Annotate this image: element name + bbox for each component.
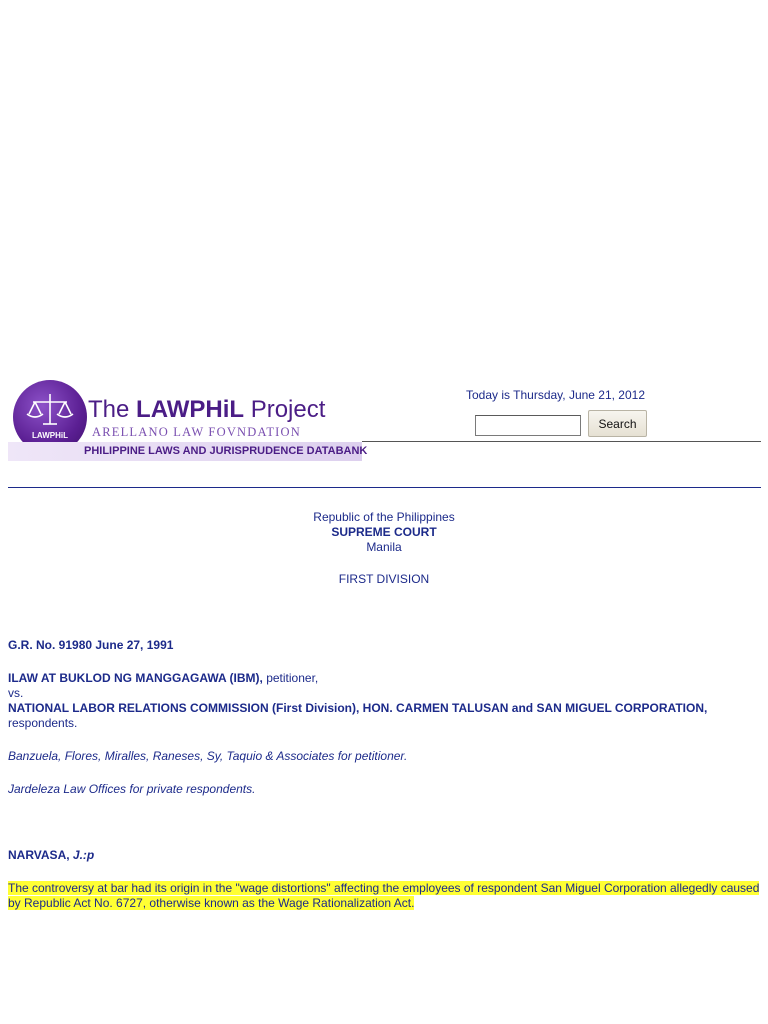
case-number: G.R. No. 91980 June 27, 1991	[8, 638, 174, 652]
lawphil-logo[interactable]	[8, 378, 368, 462]
seal-text: LAWPHiL	[32, 431, 68, 440]
author-name: NARVASA,	[8, 848, 70, 862]
today-date: Today is Thursday, June 21, 2012	[466, 388, 646, 402]
logo-subtitle: ARELLANO LAW FOVNDATION	[92, 425, 301, 439]
republic-line: Republic of the Philippines	[313, 510, 455, 524]
petitioner-line	[8, 671, 760, 685]
author-title: J.:p	[69, 848, 95, 862]
petitioner-role: petitioner,	[262, 671, 319, 685]
highlighted-text: The controversy at bar had its origin in the "wage distortions" affecting the employees of respondent San Miguel Corporation allegedly caused by Republic Act No. 6727, otherwise known as the Wage Rationalization Act.	[8, 881, 760, 910]
petitioner-name: ILAW AT BUKLOD NG MANGGAGAWA (IBM),	[8, 671, 263, 685]
respondents-line	[8, 701, 760, 731]
header-divider	[362, 441, 761, 442]
respondents-role: respondents.	[8, 716, 78, 730]
logo-title	[88, 396, 325, 424]
versus: vs.	[8, 686, 24, 700]
logo-title-project: Project	[250, 396, 326, 423]
logo-band	[8, 442, 368, 461]
respondents-name: NATIONAL LABOR RELATIONS COMMISSION (First Division), HON. CARMEN TALUSAN and SAN MIGUEL CORPORATION,	[8, 701, 708, 715]
court-location: Manila	[366, 540, 402, 554]
logo-title-lawphil: LAWPHiL	[136, 396, 245, 423]
logo-band-text: PHILIPPINE LAWS AND JURISPRUDENCE DATABANK	[84, 445, 368, 457]
search-input[interactable]	[475, 415, 581, 436]
ponente	[8, 848, 760, 862]
division-name: FIRST DIVISION	[338, 572, 430, 586]
logo-title-the: The	[88, 396, 130, 423]
counsel-respondents: Jardeleza Law Offices for private respondents.	[8, 782, 256, 796]
court-name: SUPREME COURT	[331, 525, 437, 539]
search-button[interactable]: Search	[588, 410, 647, 437]
counsel-petitioner: Banzuela, Flores, Miralles, Raneses, Sy, Taquio & Associates for petitioner.	[8, 749, 408, 763]
decision-paragraph	[8, 881, 760, 911]
content-divider	[8, 487, 761, 488]
